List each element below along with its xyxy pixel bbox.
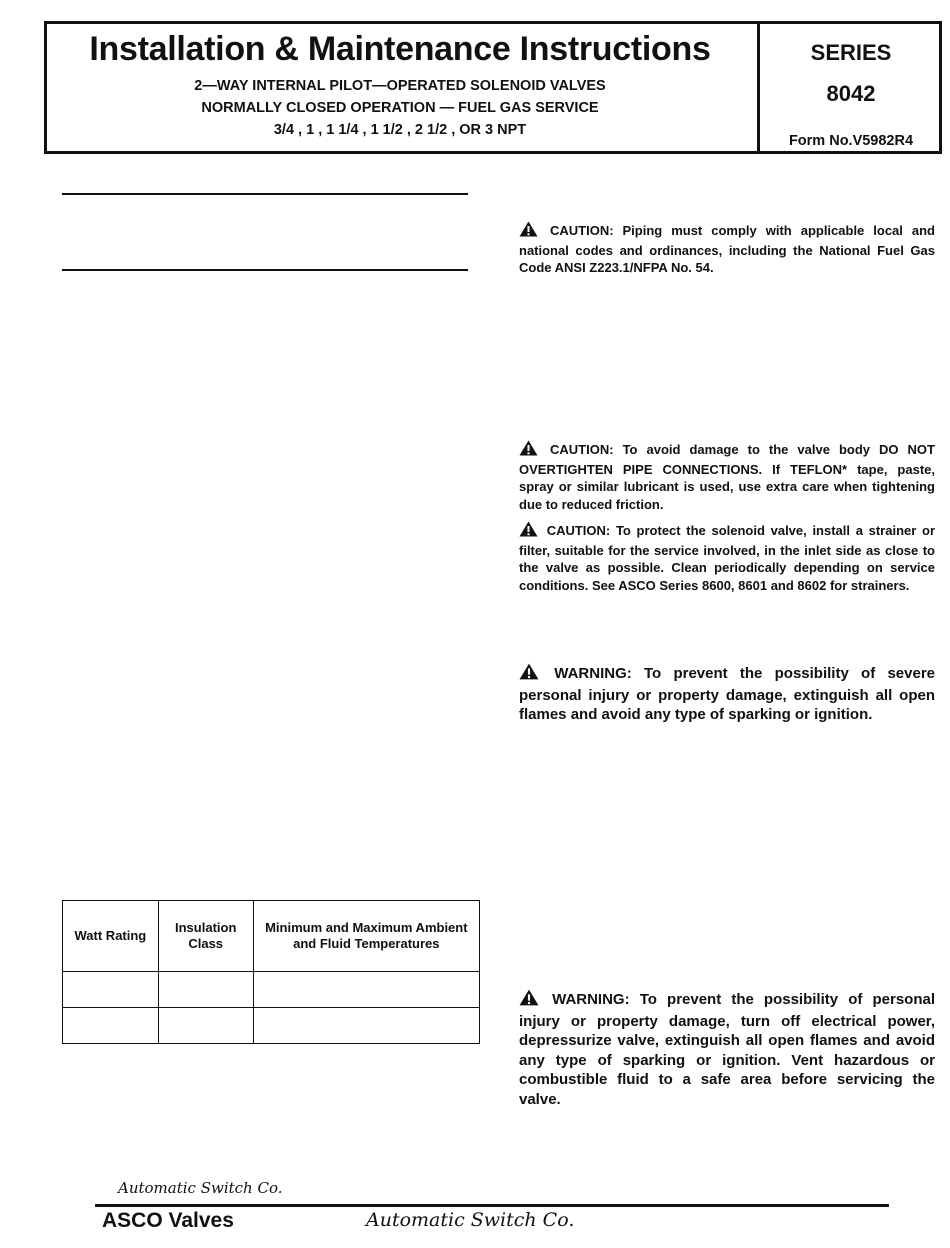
caution-piping-notice <box>519 221 935 277</box>
caution-overtighten-notice <box>519 440 935 513</box>
subtitle-line-1: 2—WAY INTERNAL PILOT—OPERATED SOLENOID VALVES <box>194 78 606 94</box>
caution-overtighten-text: CAUTION: To avoid damage to the valve body DO NOT OVERTIGHTEN PIPE CONNECTIONS. If TEFLON* tape, paste, spray or similar lubricant is used, use extra care when tightening due to reduced friction. <box>519 442 935 512</box>
table-cell <box>63 972 159 1008</box>
table-cell <box>253 1008 479 1044</box>
footer-company-script-bottom: Automatic Switch Co. <box>366 1209 575 1231</box>
section-rule-bottom <box>62 269 468 271</box>
table-header-insulation-class: Insulation Class <box>158 901 253 972</box>
table-cell <box>158 972 253 1008</box>
table-header-temperatures: Minimum and Maximum Ambient and Fluid Temperatures <box>253 901 479 972</box>
subtitle-line-3: 3/4 , 1 , 1 1/4 , 1 1/2 , 2 1/2 , OR 3 NPT <box>273 122 527 138</box>
series-number: 8042 <box>826 81 876 106</box>
warning-triangle-icon <box>519 663 539 686</box>
series-label: SERIES <box>810 40 892 65</box>
table-header-row <box>63 901 480 972</box>
warning-flames-notice <box>519 663 935 725</box>
warning-triangle-icon <box>519 440 538 461</box>
table-header-watt-rating: Watt Rating <box>63 901 159 972</box>
caution-strainer-notice <box>519 521 935 594</box>
table-cell <box>253 972 479 1008</box>
caution-piping-text: CAUTION: Piping must comply with applicable local and national codes and ordinances, including the National Fuel Gas Code ANSI Z223.1/NFPA No. 54. <box>519 223 935 276</box>
warning-triangle-icon <box>519 521 538 542</box>
form-number: Form No.V5982R4 <box>788 133 914 149</box>
warning-flames-text: WARNING: To prevent the possibility of severe personal injury or property damage, extinguish all open flames and avoid any type of sparking or ignition. <box>519 665 935 723</box>
table-row <box>63 1008 480 1044</box>
caution-strainer-text: CAUTION: To protect the solenoid valve, install a strainer or filter, suitable for the service involved, in the inlet side as close to the valve as possible. Clean periodically depending on service conditions. See ASCO Series 8600, 8601 and 8602 for strainers. <box>519 523 935 593</box>
footer-brand-name: ASCO Valves <box>102 1209 234 1232</box>
table-row <box>63 972 480 1008</box>
section-rule-top <box>62 193 468 195</box>
coil-rating-table <box>62 900 480 1044</box>
subtitle-line-2: NORMALLY CLOSED OPERATION — FUEL GAS SERVICE <box>201 100 599 116</box>
footer-rule <box>95 1204 889 1207</box>
document-title: Installation & Maintenance Instructions <box>89 30 711 68</box>
warning-triangle-icon <box>519 221 538 242</box>
warning-servicing-notice <box>519 989 935 1109</box>
warning-servicing-text: WARNING: To prevent the possibility of personal injury or property damage, turn off electrical power, depressurize valve, extinguish all open flames and avoid any type of sparking or ignition. Vent hazardous or combustible fluid to a safe area before servicing the valve. <box>519 991 935 1108</box>
footer-company-script-top: Automatic Switch Co. <box>118 1179 283 1197</box>
table-cell <box>63 1008 159 1044</box>
table-cell <box>158 1008 253 1044</box>
warning-triangle-icon <box>519 989 539 1012</box>
